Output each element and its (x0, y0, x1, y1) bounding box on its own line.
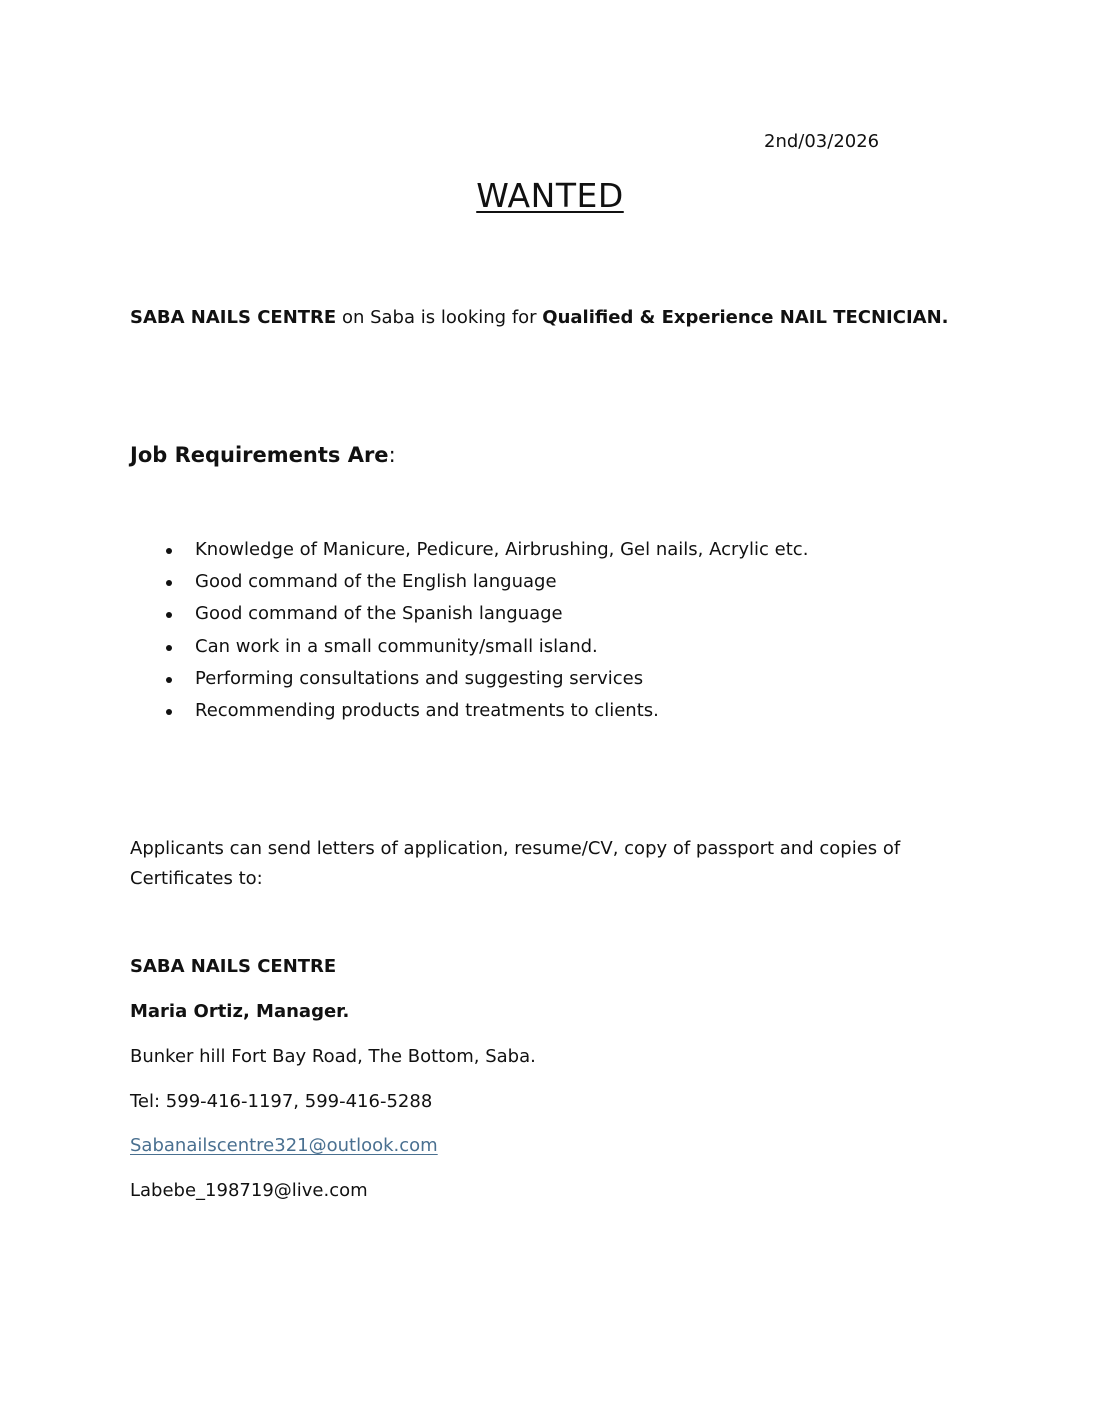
list-item: Knowledge of Manicure, Pedicure, Airbrushing, Gel nails, Acrylic etc. (130, 537, 808, 569)
contact-manager: Maria Ortiz, Manager. (130, 1001, 350, 1022)
requirements-heading-bold: Job Requirements Are (130, 443, 389, 467)
list-item: Performing consultations and suggesting services (130, 666, 808, 698)
intro-company: SABA NAILS CENTRE (130, 307, 337, 328)
intro-middle: on Saba is looking for (336, 307, 543, 328)
list-item: Good command of the Spanish language (130, 601, 808, 633)
title-text: WANTED (476, 176, 624, 215)
list-item: Good command of the English language (130, 569, 808, 601)
contact-email-link[interactable]: Sabanailscentre321@outlook.com (130, 1135, 438, 1156)
document-date: 2nd/03/2026 (764, 131, 880, 152)
requirements-list (130, 537, 808, 730)
page-title (0, 176, 1100, 215)
contact-address: Bunker hill Fort Bay Road, The Bottom, Saba. (130, 1046, 536, 1067)
requirements-heading (130, 443, 396, 467)
list-item: Can work in a small community/small island. (130, 634, 808, 666)
contact-email-secondary: Labebe_198719@live.com (130, 1180, 368, 1201)
application-line-1: Applicants can send letters of application, resume/CV, copy of passport and copies of (130, 838, 901, 859)
contact-phone: Tel: 599-416-1197, 599-416-5288 (130, 1091, 433, 1112)
contact-company: SABA NAILS CENTRE (130, 956, 337, 977)
list-item: Recommending products and treatments to clients. (130, 698, 808, 730)
intro-position: Qualified & Experience NAIL TECNICIAN. (542, 307, 949, 328)
application-paragraph (130, 834, 900, 894)
application-line-2: Certificates to: (130, 868, 263, 889)
requirements-heading-suffix: : (388, 443, 396, 467)
intro-paragraph (130, 307, 949, 328)
